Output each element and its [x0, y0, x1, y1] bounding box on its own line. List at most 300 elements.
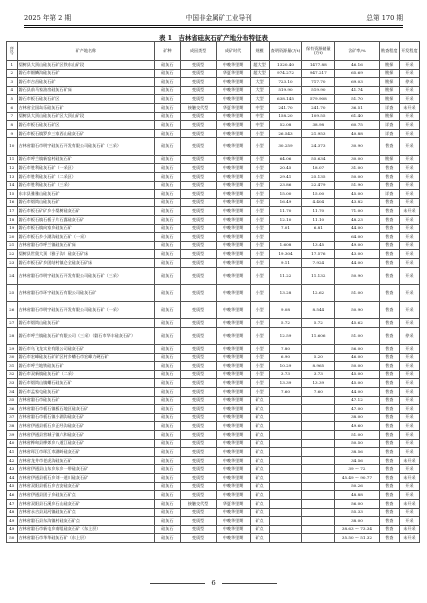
- table-cell: 普查: [379, 362, 399, 371]
- table-cell: 25: [7, 284, 18, 301]
- table-row: [7, 482, 420, 491]
- table-row: [7, 508, 420, 517]
- table-cell: 开采: [399, 284, 419, 301]
- table-cell: 勘探: [379, 155, 399, 164]
- table-cell: 吉林省磐石市环宇硅灰石有限公司硅灰石矿: [17, 284, 155, 301]
- table-cell: 18.07: [302, 164, 335, 173]
- col-header: 成矿时代: [216, 42, 250, 61]
- table-cell: 开采: [399, 301, 419, 318]
- table-cell: 21: [7, 241, 18, 250]
- table-cell: 中晚华里期: [216, 319, 250, 328]
- table-cell: 23.86: [269, 181, 302, 190]
- table-cell: 46: [7, 491, 18, 500]
- table-cell: 普查: [379, 439, 399, 448]
- table-cell: 勘探: [379, 61, 399, 70]
- table-cell: 普查: [379, 413, 399, 422]
- table-cell: 开采: [399, 138, 419, 155]
- table-cell: 小型: [250, 233, 269, 242]
- table-cell: 普查: [379, 388, 399, 397]
- table-cell: 硅灰石: [155, 405, 180, 414]
- table-cell: 7.80: [269, 344, 302, 353]
- table-cell: 中晚华里期: [216, 517, 250, 526]
- table-cell: 519.90: [269, 86, 302, 95]
- table-cell: 71.00: [335, 207, 379, 216]
- table-cell: 硅灰石: [155, 327, 180, 344]
- table-cell: 变质型: [180, 267, 216, 284]
- table-cell: 17.576: [302, 250, 335, 259]
- table-cell: [269, 448, 302, 457]
- table-cell: [302, 431, 335, 440]
- table-cell: 38.00: [335, 413, 379, 422]
- table-cell: 小型: [250, 327, 269, 344]
- table-cell: 中晚华里期: [216, 508, 250, 517]
- table-cell: 15.00: [269, 190, 302, 199]
- table-cell: 硅灰石: [155, 491, 180, 500]
- table-cell: [269, 525, 302, 534]
- table-cell: 中晚华里期: [216, 431, 250, 440]
- table-cell: 48.88: [335, 491, 379, 500]
- table-cell: 华夏华里期: [216, 104, 250, 113]
- table-cell: 矿点: [250, 474, 269, 483]
- table-cell: 吉林省伊通县板石乡刘一道川硅灰石矿: [17, 474, 155, 483]
- table-cell: 1477.88: [302, 61, 335, 70]
- table-cell: 变质型: [180, 413, 216, 422]
- table-cell: 7: [7, 112, 18, 121]
- col-header: 矿产地名称: [17, 42, 155, 61]
- table-cell: 矿点: [250, 439, 269, 448]
- table-cell: 吉林省双阳县石溪乡石山硅灰石矿: [17, 499, 155, 508]
- table-cell: 开采: [399, 362, 419, 371]
- table-cell: 小型: [250, 241, 269, 250]
- table-cell: [269, 413, 302, 422]
- table-cell: 矿点: [250, 517, 269, 526]
- table-cell: 超大型: [250, 69, 269, 78]
- table-cell: 38: [7, 422, 18, 431]
- table-cell: 小型: [250, 379, 269, 388]
- table-cell: 开采: [399, 482, 419, 491]
- table-cell: 2: [7, 69, 18, 78]
- table-cell: [302, 534, 335, 543]
- table-cell: 中晚华里期: [216, 482, 250, 491]
- table-cell: 开采: [399, 198, 419, 207]
- table-cell: 吉林省龙井市老虎沟硅灰石矿: [17, 456, 155, 465]
- table-cell: 小型: [250, 301, 269, 318]
- table-cell: 723.10: [269, 78, 302, 87]
- table-cell: 变质型: [180, 422, 216, 431]
- table-cell: 38.00: [335, 517, 379, 526]
- table-cell: 中晚华里期: [216, 284, 250, 301]
- table-cell: [302, 508, 335, 517]
- table-row: [7, 448, 420, 457]
- table-row: [7, 327, 420, 344]
- table-cell: 变质型: [180, 517, 216, 526]
- table-cell: 矿点: [250, 491, 269, 500]
- table-cell: 变质型: [180, 198, 216, 207]
- table-cell: 硅灰石: [155, 370, 180, 379]
- table-cell: 开采: [399, 215, 419, 224]
- table-cell: 变质型: [180, 138, 216, 155]
- table-row: [7, 207, 420, 216]
- table-cell: 普查: [379, 164, 399, 173]
- table-cell: 中晚华里期: [216, 413, 250, 422]
- table-cell: 26.543: [269, 129, 302, 138]
- table-cell: 硅灰石: [155, 95, 180, 104]
- table-cell: 硅灰石: [155, 284, 180, 301]
- table-cell: [269, 465, 302, 474]
- table-cell: 579.908: [302, 95, 335, 104]
- table-cell: 中晚华里期: [216, 405, 250, 414]
- deposit-table: [6, 41, 420, 543]
- table-cell: 开采: [399, 258, 419, 267]
- table-cell: 普查: [379, 138, 399, 155]
- header-rule: [24, 25, 403, 26]
- table-cell: 硅灰石: [155, 86, 180, 95]
- table-cell: [302, 491, 335, 500]
- table-cell: [302, 448, 335, 457]
- table-cell: 中晚华里期: [216, 172, 250, 181]
- table-cell: 8.544: [302, 301, 335, 318]
- table-cell: 15.00: [302, 190, 335, 199]
- table-cell: [269, 456, 302, 465]
- table-row: [7, 198, 420, 207]
- table-cell: 大型: [250, 78, 269, 87]
- table-cell: 变质型: [180, 164, 216, 173]
- table-cell: 变质型: [180, 482, 216, 491]
- table-cell: 变质型: [180, 379, 216, 388]
- col-header: 成因类型: [180, 42, 216, 61]
- table-cell: 硅灰石: [155, 250, 180, 259]
- table-cell: 开采: [399, 431, 419, 440]
- table-cell: 29.41: [269, 172, 302, 181]
- table-cell: 中晚华里期: [216, 534, 250, 543]
- table-cell: 中晚华里期: [216, 155, 250, 164]
- table-cell: 48: [7, 508, 18, 517]
- table-cell: 开采: [399, 61, 419, 70]
- table-cell: 变质型: [180, 465, 216, 474]
- table-cell: 中晚华里期: [216, 258, 250, 267]
- table-cell: 硅灰石: [155, 190, 180, 199]
- table-cell: 小型: [250, 215, 269, 224]
- table-row: [7, 370, 420, 379]
- table-cell: 详查: [379, 104, 399, 113]
- table-row: [7, 233, 420, 242]
- table-cell: 硅灰石: [155, 129, 180, 138]
- table-cell: 小型: [250, 198, 269, 207]
- table-cell: 25.135: [302, 172, 335, 181]
- table-cell: 中晚华里期: [216, 396, 250, 405]
- table-cell: 变质型: [180, 388, 216, 397]
- table-cell: 普查: [379, 258, 399, 267]
- table-cell: [269, 396, 302, 405]
- table-cell: 硅灰石: [155, 69, 180, 78]
- table-row: [7, 431, 420, 440]
- table-cell: 停采: [399, 78, 419, 87]
- table-cell: [269, 534, 302, 543]
- table-cell: 开采: [399, 250, 419, 259]
- table-cell: 磐石市呼兰地铁硅灰石矿: [17, 362, 155, 371]
- total-issue-label: 总第 170 期: [366, 14, 403, 22]
- page-header: [24, 10, 403, 22]
- table-cell: [302, 439, 335, 448]
- table-cell: 吉林省磐石市呼兰镇硅灰石矿床: [17, 241, 155, 250]
- table-cell: 磐石市板石乡小湖沟硅灰石矿（一采）: [17, 233, 155, 242]
- page-number: 6: [205, 579, 221, 587]
- table-cell: 开采: [399, 121, 419, 130]
- table-cell: 51.90: [335, 181, 379, 190]
- table-cell: 638.145: [269, 95, 302, 104]
- table-cell: 中晚华里期: [216, 362, 250, 371]
- col-header: 保有资源储量(万t): [302, 42, 335, 61]
- table-cell: 10: [7, 138, 18, 155]
- table-row: [7, 104, 420, 113]
- table-cell: 磐石市乌飞龙实业有限公司硅灰石矿: [17, 344, 155, 353]
- table-cell: 中晚华里期: [216, 456, 250, 465]
- table-cell: 硅灰石: [155, 362, 180, 371]
- table-row: [7, 86, 420, 95]
- table-cell: 开采: [399, 190, 419, 199]
- table-cell: 硅灰石: [155, 207, 180, 216]
- table-cell: 519.90: [302, 86, 335, 95]
- table-cell: 5: [7, 95, 18, 104]
- table-cell: 梨树县大顶山硅灰石矿区铁东山矿段: [17, 61, 155, 70]
- table-cell: 硅灰石: [155, 138, 180, 155]
- table-cell: 50.90: [335, 301, 379, 318]
- table-cell: 普查: [379, 465, 399, 474]
- table-cell: 14: [7, 181, 18, 190]
- table-cell: 变质型: [180, 353, 216, 362]
- table-cell: 开采: [399, 405, 419, 414]
- table-cell: 普查: [379, 224, 399, 233]
- table-cell: 11: [7, 155, 18, 164]
- table-cell: 41: [7, 448, 18, 457]
- table-cell: 硅灰石: [155, 353, 180, 362]
- table-cell: 磐石市呼兰镇硅灰石矿有限公司（三采）（磐石市华丰硅灰石矿）: [17, 327, 155, 344]
- table-cell: 48.23: [335, 215, 379, 224]
- table-row: [7, 78, 420, 87]
- table-cell: 26: [7, 301, 18, 318]
- table-cell: 小型: [250, 362, 269, 371]
- table-row: [7, 525, 420, 534]
- table-cell: 硅灰石: [155, 534, 180, 543]
- table-cell: 中晚华里期: [216, 164, 250, 173]
- table-cell: 12: [7, 164, 18, 173]
- table-cell: 44.00: [335, 224, 379, 233]
- table-cell: 69.03: [335, 78, 379, 87]
- table-cell: 开采: [399, 267, 419, 284]
- table-cell: 27: [7, 319, 18, 328]
- table-cell: 40: [7, 439, 18, 448]
- table-cell: 47: [7, 499, 18, 508]
- table-cell: [269, 482, 302, 491]
- table-cell: 硅灰石: [155, 233, 180, 242]
- table-cell: 22.479: [302, 181, 335, 190]
- table-cell: 20: [7, 233, 18, 242]
- table-cell: 矿点: [250, 405, 269, 414]
- table-cell: 56.00: [335, 499, 379, 508]
- table-cell: 吉林省磐石市板石镇小湖沟硅灰石矿: [17, 413, 155, 422]
- table-cell: 43.82: [335, 198, 379, 207]
- table-cell: 45: [7, 482, 18, 491]
- table-cell: 38.98: [302, 121, 335, 130]
- table-cell: 磐石市板石矿乡团结村镇仑全硅灰石矿床: [17, 258, 155, 267]
- table-cell: 小型: [250, 224, 269, 233]
- table-cell: [302, 344, 335, 353]
- table-cell: 普查: [379, 422, 399, 431]
- table-cell: 变质型: [180, 344, 216, 353]
- table-cell: 开采: [399, 319, 419, 328]
- table-cell: 开采: [399, 353, 419, 362]
- table-cell: 中晚华里期: [216, 61, 250, 70]
- table-cell: 变质型: [180, 190, 216, 199]
- table-cell: 未开采: [399, 456, 419, 465]
- table-cell: 勘探: [379, 86, 399, 95]
- table-cell: 开采: [399, 422, 419, 431]
- table-cell: 吉林省伊通县营城子镇六和硅灰石矿: [17, 431, 155, 440]
- table-cell: 吉林省双阳县板石乡吉安硅灰石矿: [17, 482, 155, 491]
- table-cell: 硅灰石: [155, 344, 180, 353]
- table-cell: 普查: [379, 448, 399, 457]
- table-cell: 变质型: [180, 439, 216, 448]
- table-cell: 普查: [379, 517, 399, 526]
- table-cell: 中晚华里期: [216, 388, 250, 397]
- table-cell: 小型: [250, 258, 269, 267]
- table-cell: 13.28: [269, 284, 302, 301]
- table-cell: [269, 422, 302, 431]
- table-row: [7, 215, 420, 224]
- table-cell: 变质型: [180, 69, 216, 78]
- table-cell: 小型: [250, 172, 269, 181]
- table-cell: 矿点: [250, 396, 269, 405]
- table-cell: [269, 405, 302, 414]
- table-cell: 开采: [399, 413, 419, 422]
- table-row: [7, 465, 420, 474]
- table-header-row: [7, 42, 420, 61]
- table-cell: [302, 517, 335, 526]
- table-cell: 开采: [399, 379, 419, 388]
- table-cell: 22: [7, 250, 18, 259]
- table-cell: 磐石市板石硅灰石矿区: [17, 95, 155, 104]
- table-cell: 开采: [399, 465, 419, 474]
- table-cell: 28: [7, 327, 18, 344]
- table-cell: 19: [7, 224, 18, 233]
- table-cell: [302, 456, 335, 465]
- table-cell: 接触交代型: [180, 104, 216, 113]
- table-cell: 44.00: [335, 388, 379, 397]
- table-cell: 30.259: [269, 138, 302, 155]
- issue-label: 2025 年第 2 期: [24, 14, 72, 22]
- table-cell: 50.90: [335, 267, 379, 284]
- table-cell: 241.70: [269, 104, 302, 113]
- table-cell: 硅灰石: [155, 525, 180, 534]
- table-cell: 未开采: [399, 525, 419, 534]
- table-cell: 6: [7, 104, 18, 113]
- table-cell: 11.132: [302, 267, 335, 284]
- table-cell: 硅灰石: [155, 104, 180, 113]
- table-cell: 43: [7, 465, 18, 474]
- table-cell: 49: [7, 517, 18, 526]
- table-cell: 变质型: [180, 95, 216, 104]
- table-cell: 64.06: [269, 155, 302, 164]
- table-cell: 11.22: [269, 267, 302, 284]
- table-cell: 矿点: [250, 448, 269, 457]
- table-cell: 普查: [379, 431, 399, 440]
- table-cell: [302, 525, 335, 534]
- table-cell: 开采: [399, 172, 419, 181]
- table-body: [7, 61, 420, 543]
- table-row: [7, 474, 420, 483]
- table-row: [7, 344, 420, 353]
- table-cell: 中晚华里期: [216, 121, 250, 130]
- table-cell: 18: [7, 215, 18, 224]
- table-cell: 吉林省磐石市明宇硅灰石开发有限公司硅灰石矿（一采）: [17, 301, 155, 318]
- table-cell: 中晚华里期: [216, 344, 250, 353]
- table-cell: 30: [7, 353, 18, 362]
- table-cell: 硅灰石: [155, 164, 180, 173]
- table-cell: 51.00: [335, 327, 379, 344]
- table-row: [7, 379, 420, 388]
- table-cell: 未开采: [399, 499, 419, 508]
- table-cell: 硅灰石: [155, 78, 180, 87]
- table-cell: 29: [7, 344, 18, 353]
- table-cell: 华夏华里期: [216, 499, 250, 508]
- table-cell: 硅灰石: [155, 267, 180, 284]
- table-cell: 变质型: [180, 207, 216, 216]
- table-cell: 7.60: [302, 388, 335, 397]
- table-cell: 硅灰石: [155, 379, 180, 388]
- table-cell: 开采: [399, 491, 419, 500]
- table-row: [7, 388, 420, 397]
- table-cell: 吉林省磐石市硅灰石矿: [17, 396, 155, 405]
- table-cell: 变质型: [180, 61, 216, 70]
- table-cell: 1.608: [269, 241, 302, 250]
- table-cell: 未开采: [399, 207, 419, 216]
- table-cell: 普查: [379, 250, 399, 259]
- table-row: [7, 267, 420, 284]
- table-cell: 小型: [250, 344, 269, 353]
- table-cell: 开采: [399, 344, 419, 353]
- table-cell: 50.00: [335, 172, 379, 181]
- table-cell: 小型: [250, 284, 269, 301]
- table-cell: 硅灰石: [155, 112, 180, 121]
- table-cell: 变质型: [180, 129, 216, 138]
- table-cell: 小型: [250, 129, 269, 138]
- table-cell: 开采: [399, 370, 419, 379]
- table-cell: 开采: [399, 448, 419, 457]
- table-cell: 吉林省伊通县板石乡正经沟硅灰石矿: [17, 422, 155, 431]
- table-cell: 中晚华里期: [216, 301, 250, 318]
- table-row: [7, 284, 420, 301]
- table-cell: 硅灰石: [155, 474, 180, 483]
- table-cell: [302, 474, 335, 483]
- table-cell: 51.00: [335, 431, 379, 440]
- table-cell: 241.70: [302, 104, 335, 113]
- table-cell: 4: [7, 86, 18, 95]
- table-cell: 变质型: [180, 250, 216, 259]
- table-cell: 大型: [250, 86, 269, 95]
- table-cell: 23: [7, 258, 18, 267]
- table-row: [7, 422, 420, 431]
- table-cell: 磐石市板石镇石板子片石露硅灰石矿: [17, 215, 155, 224]
- table-cell: 变质型: [180, 508, 216, 517]
- table-cell: 35.50 ～ 51.32: [335, 534, 379, 543]
- table-row: [7, 164, 420, 173]
- table-cell: 变质型: [180, 155, 216, 164]
- table-cell: 硅灰石: [155, 181, 180, 190]
- table-cell: 磐石市烟筒山硅灰石矿: [17, 198, 155, 207]
- table-cell: 中晚华里期: [216, 422, 250, 431]
- table-cell: 矿点: [250, 525, 269, 534]
- table-cell: 5.20: [302, 353, 335, 362]
